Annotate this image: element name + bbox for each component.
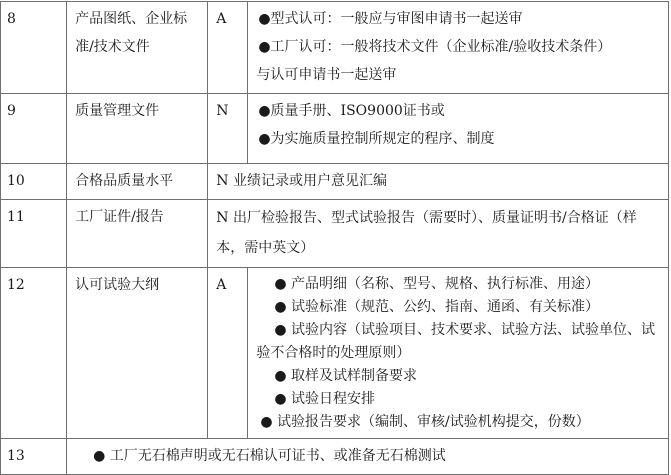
bullet-item: ● 试验报告要求（编制、审核/试验机构提交，份数）	[260, 414, 590, 430]
table-row	[1, 268, 669, 439]
remark-line: 与认可申请书一起送审	[256, 67, 397, 83]
remarks-cell	[248, 94, 669, 164]
table-row	[1, 2, 669, 94]
bullet-item: ● 取样及试样制备要求	[274, 368, 418, 384]
remarks-cell	[67, 439, 669, 475]
document-name: 认可试验大纲	[67, 268, 208, 439]
document-name: 工厂证件/报告	[67, 200, 208, 268]
bullet-item: ● 试验日程安排	[274, 391, 376, 407]
table-row	[1, 94, 669, 164]
row-number: 12	[1, 268, 67, 439]
bullet-item: ● 试验标准（规范、公约、指南、通函、有关标准）	[274, 299, 600, 315]
remarks-cell	[208, 200, 669, 268]
remark-line: ●工厂认可：一般将技术文件（企业标准/验收技术条件）	[258, 39, 612, 55]
remark-line: ●为实施质量控制所规定的程序、制度	[258, 131, 495, 147]
remark-text: ● 工厂无石棉声明或无石棉认可证书、或准备无石棉测试	[93, 448, 446, 464]
row-number: 11	[1, 200, 67, 268]
remark-line: ●型式认可：一般应与审图申请书一起送审	[258, 11, 523, 27]
remark-text: N 出厂检验报告、型式试验报告（需要时）、质量证明书/合格证（样本，需中英文）	[216, 210, 637, 256]
document-name: 产品图纸、企业标准/技术文件	[67, 2, 208, 94]
remark-line: ●质量手册、ISO9000证书或	[258, 103, 445, 119]
row-number: 8	[1, 2, 67, 94]
approval-documents-table	[0, 1, 669, 475]
requirement-code: A	[208, 2, 248, 94]
table-row	[1, 164, 669, 200]
table-row	[1, 439, 669, 475]
remarks-cell	[248, 268, 669, 439]
bullet-item: ● 产品明细（名称、型号、规格、执行标准、用途）	[274, 276, 600, 292]
remarks-cell: N 业绩记录或用户意见汇编	[208, 164, 669, 200]
row-number: 9	[1, 94, 67, 164]
table-row	[1, 200, 669, 268]
remarks-cell	[248, 2, 669, 94]
requirement-code: N	[208, 94, 248, 164]
row-number: 13	[1, 439, 67, 475]
document-name: 质量管理文件	[67, 94, 208, 164]
requirement-code: A	[208, 268, 248, 439]
bullet-item: ● 试验内容（试验项目、技术要求、试验方法、试验单位、试验不合格时的处理原则）	[256, 322, 656, 361]
document-name: 合格品质量水平	[67, 164, 208, 200]
row-number: 10	[1, 164, 67, 200]
